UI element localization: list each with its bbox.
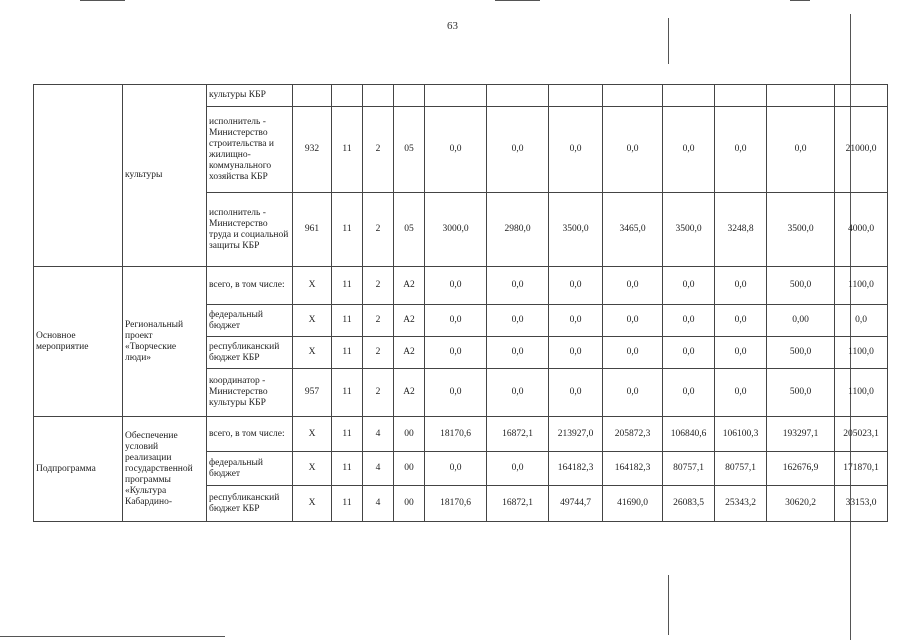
cell-value: 500,0: [767, 369, 835, 417]
cell-value: 0,0: [835, 305, 888, 337]
cell-value: 0,0: [425, 337, 487, 369]
cell-value: 0,0: [715, 337, 767, 369]
cell-name: Обеспечение условий реализации государственной программы «Культура Кабардино-: [123, 417, 207, 522]
cell-value: 0,0: [549, 267, 603, 305]
table-row: [34, 417, 888, 452]
cell-value: 0,0: [549, 369, 603, 417]
cell-pr: 2: [363, 369, 394, 417]
cell-value: 0,0: [487, 452, 549, 486]
cell-status: [34, 85, 123, 267]
cell-source: культуры КБР: [207, 85, 293, 107]
cell-value: 0,0: [767, 107, 835, 193]
cell-value: 80757,1: [663, 452, 715, 486]
cell-grbs: 961: [293, 193, 332, 267]
cell-value: 0,0: [715, 107, 767, 193]
cell-csr: 05: [394, 107, 425, 193]
cell-value: 106840,6: [663, 417, 715, 452]
cell-rz: 11: [332, 337, 363, 369]
cell-pr: 4: [363, 452, 394, 486]
cell-source: всего, в том числе:: [207, 417, 293, 452]
cell-value: 162676,9: [767, 452, 835, 486]
cell-value: 3500,0: [767, 193, 835, 267]
cell-grbs: X: [293, 305, 332, 337]
cell-value: 0,0: [549, 305, 603, 337]
scan-line-top-mid: [495, 0, 540, 1]
cell-csr: 05: [394, 193, 425, 267]
cell-value: 18170,6: [425, 417, 487, 452]
cell-grbs: 957: [293, 369, 332, 417]
cell-value: 80757,1: [715, 452, 767, 486]
cell-value: [715, 85, 767, 107]
cell-value: 3248,8: [715, 193, 767, 267]
cell-value: 30620,2: [767, 486, 835, 522]
scan-line-top-right: [790, 0, 810, 1]
cell-rz: 11: [332, 452, 363, 486]
cell-pr: 2: [363, 305, 394, 337]
cell-rz: 11: [332, 369, 363, 417]
cell-value: 0,0: [487, 267, 549, 305]
cell-status: Основное мероприятие: [34, 267, 123, 417]
cell-value: 0,0: [663, 107, 715, 193]
cell-pr: 4: [363, 417, 394, 452]
page-number: 63: [447, 20, 458, 32]
cell-value: [603, 85, 663, 107]
cell-value: 0,0: [603, 369, 663, 417]
cell-source: исполнитель - Министерство труда и социальной защиты КБР: [207, 193, 293, 267]
cell-csr: 00: [394, 452, 425, 486]
cell-csr: 00: [394, 486, 425, 522]
cell-value: 0,0: [425, 267, 487, 305]
cell-value: 0,0: [487, 337, 549, 369]
cell-csr: A2: [394, 305, 425, 337]
cell-rz: 11: [332, 107, 363, 193]
cell-value: 0,00: [767, 305, 835, 337]
cell-value: 21000,0: [835, 107, 888, 193]
cell-value: 33153,0: [835, 486, 888, 522]
cell-value: 0,0: [425, 369, 487, 417]
cell-source: республиканский бюджет КБР: [207, 337, 293, 369]
cell-source: координатор - Министерство культуры КБР: [207, 369, 293, 417]
cell-csr: A2: [394, 369, 425, 417]
cell-value: 0,0: [663, 305, 715, 337]
cell-value: 164182,3: [603, 452, 663, 486]
cell-csr: A2: [394, 337, 425, 369]
cell-value: 4000,0: [835, 193, 888, 267]
cell-grbs: X: [293, 417, 332, 452]
cell-value: 0,0: [715, 369, 767, 417]
cell-source: республиканский бюджет КБР: [207, 486, 293, 522]
cell-value: 0,0: [603, 305, 663, 337]
cell-value: [549, 85, 603, 107]
cell-value: 0,0: [487, 107, 549, 193]
cell-csr: [394, 85, 425, 107]
cell-pr: 2: [363, 107, 394, 193]
cell-grbs: X: [293, 486, 332, 522]
cell-value: [767, 85, 835, 107]
cell-name: Региональный проект «Творческие люди»: [123, 267, 207, 417]
cell-value: [663, 85, 715, 107]
cell-value: 16872,1: [487, 486, 549, 522]
cell-value: 0,0: [549, 337, 603, 369]
cell-value: 0,0: [425, 107, 487, 193]
cell-value: 25343,2: [715, 486, 767, 522]
cell-rz: 11: [332, 305, 363, 337]
cell-grbs: 932: [293, 107, 332, 193]
cell-value: 3465,0: [603, 193, 663, 267]
scan-line-vertical-mid: [668, 18, 669, 64]
cell-pr: 2: [363, 193, 394, 267]
cell-value: 193297,1: [767, 417, 835, 452]
cell-value: [487, 85, 549, 107]
cell-value: 0,0: [487, 369, 549, 417]
cell-grbs: X: [293, 337, 332, 369]
cell-value: 0,0: [663, 337, 715, 369]
cell-name: культуры: [123, 85, 207, 267]
cell-source: всего, в том числе:: [207, 267, 293, 305]
cell-value: 205023,1: [835, 417, 888, 452]
table-row: [34, 85, 888, 107]
cell-value: 2980,0: [487, 193, 549, 267]
cell-csr: A2: [394, 267, 425, 305]
cell-value: 0,0: [425, 452, 487, 486]
scan-line-top-left: [80, 0, 125, 1]
cell-value: 3500,0: [663, 193, 715, 267]
cell-source: федеральный бюджет: [207, 452, 293, 486]
cell-value: 49744,7: [549, 486, 603, 522]
cell-pr: 4: [363, 486, 394, 522]
cell-value: 0,0: [603, 107, 663, 193]
cell-value: 16872,1: [487, 417, 549, 452]
scan-line-bottom-left: [0, 636, 225, 637]
cell-pr: 2: [363, 267, 394, 305]
cell-value: 500,0: [767, 267, 835, 305]
cell-value: 0,0: [715, 305, 767, 337]
cell-value: 0,0: [425, 305, 487, 337]
cell-value: 0,0: [603, 337, 663, 369]
cell-source: исполнитель - Министерство строительства и жилищно-коммунального хозяйства КБР: [207, 107, 293, 193]
cell-value: 3000,0: [425, 193, 487, 267]
cell-pr: 2: [363, 337, 394, 369]
cell-value: 1100,0: [835, 369, 888, 417]
cell-value: 0,0: [487, 305, 549, 337]
cell-value: 26083,5: [663, 486, 715, 522]
budget-table: [33, 84, 888, 522]
table-row: [34, 267, 888, 305]
cell-status: Подпрограмма: [34, 417, 123, 522]
cell-value: 0,0: [549, 107, 603, 193]
cell-source: федеральный бюджет: [207, 305, 293, 337]
cell-value: 164182,3: [549, 452, 603, 486]
cell-pr: [363, 85, 394, 107]
cell-rz: 11: [332, 193, 363, 267]
cell-grbs: [293, 85, 332, 107]
cell-value: [425, 85, 487, 107]
cell-value: 0,0: [663, 369, 715, 417]
cell-value: 205872,3: [603, 417, 663, 452]
cell-value: 0,0: [715, 267, 767, 305]
cell-csr: 00: [394, 417, 425, 452]
cell-value: 1100,0: [835, 337, 888, 369]
cell-value: 41690,0: [603, 486, 663, 522]
cell-value: 3500,0: [549, 193, 603, 267]
cell-grbs: X: [293, 267, 332, 305]
cell-rz: 11: [332, 417, 363, 452]
cell-value: 106100,3: [715, 417, 767, 452]
cell-value: [835, 85, 888, 107]
cell-rz: 11: [332, 486, 363, 522]
cell-value: 18170,6: [425, 486, 487, 522]
cell-rz: 11: [332, 267, 363, 305]
scan-line-vertical-mid-bottom: [668, 575, 669, 635]
cell-value: 1100,0: [835, 267, 888, 305]
cell-value: 500,0: [767, 337, 835, 369]
cell-value: 0,0: [603, 267, 663, 305]
cell-value: 0,0: [663, 267, 715, 305]
cell-value: 213927,0: [549, 417, 603, 452]
cell-rz: [332, 85, 363, 107]
cell-value: 171870,1: [835, 452, 888, 486]
cell-grbs: X: [293, 452, 332, 486]
